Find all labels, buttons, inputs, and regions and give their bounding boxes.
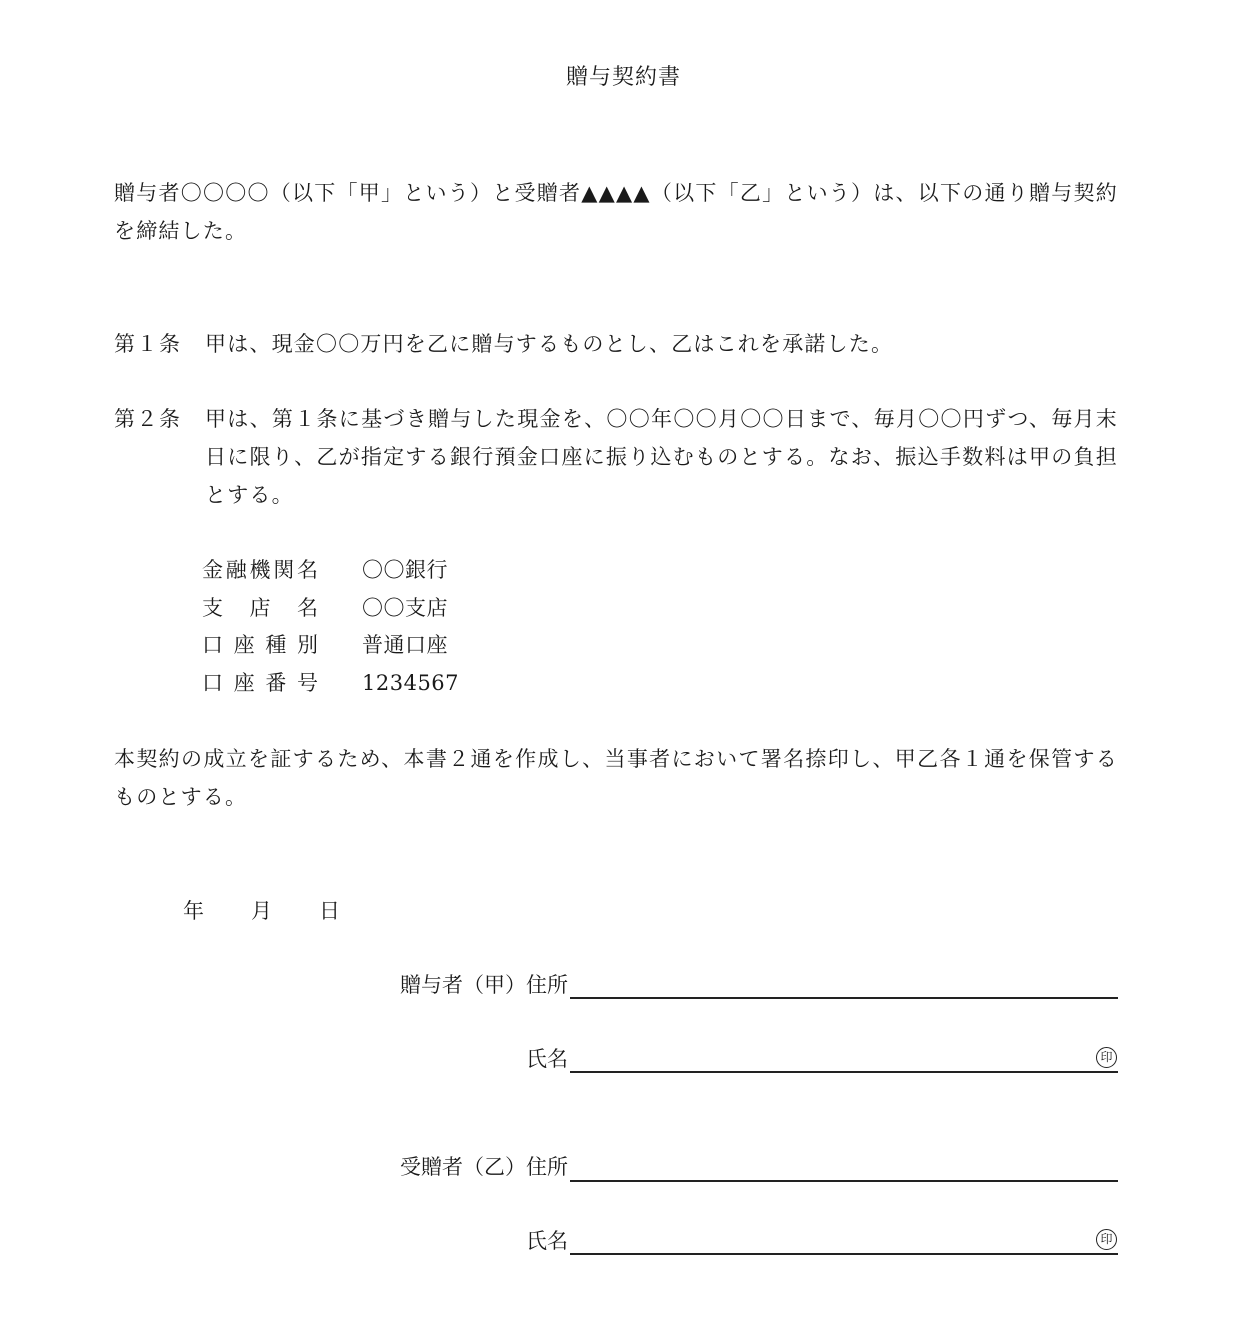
article-1-body: 甲は、現金〇〇万円を乙に贈与するものとし、乙はこれを承諾した。 bbox=[205, 332, 894, 356]
intro-paragraph: 贈与者〇〇〇〇（以下「甲」という）と受贈者▲▲▲▲（以下「乙」という）は、以下の通り贈与契約を締結した。 bbox=[114, 181, 1118, 243]
donor-name-line[interactable] bbox=[570, 1071, 1118, 1073]
account-type-value: 普通口座 bbox=[362, 633, 448, 657]
donor-address-label: 贈与者（甲）住所 bbox=[400, 973, 568, 997]
donor-address-line[interactable] bbox=[570, 997, 1118, 999]
article-2-number: 第２条 bbox=[114, 407, 182, 431]
donee-address-label: 受贈者（乙）住所 bbox=[400, 1155, 568, 1179]
donee-seal-icon: 印 bbox=[1096, 1229, 1117, 1250]
donor-name-label: 氏名 bbox=[526, 1047, 568, 1071]
branch-name-label: 支店名 bbox=[202, 596, 318, 620]
date-day: 日 bbox=[319, 899, 340, 923]
date-year: 年 bbox=[183, 899, 204, 923]
donor-seal-icon: 印 bbox=[1096, 1047, 1117, 1068]
account-type-label: 口座種別 bbox=[202, 633, 318, 657]
donee-address-line[interactable] bbox=[570, 1180, 1118, 1182]
bank-name-label: 金融機関名 bbox=[202, 558, 318, 582]
account-number-value: 1234567 bbox=[362, 671, 460, 695]
article-1-number: 第１条 bbox=[114, 332, 182, 356]
date-month: 月 bbox=[251, 899, 272, 923]
branch-name-value: 〇〇支店 bbox=[362, 596, 448, 620]
article-2-body: 甲は、第１条に基づき贈与した現金を、〇〇年〇〇月〇〇日まで、毎月〇〇円ずつ、毎月末日に限り、乙が指定する銀行預金口座に振り込むものとする。なお、振込手数料は甲の負担とする。 bbox=[205, 407, 1118, 507]
bank-name-value: 〇〇銀行 bbox=[362, 558, 448, 582]
account-number-label: 口座番号 bbox=[202, 671, 318, 695]
donee-name-line[interactable] bbox=[570, 1253, 1118, 1255]
donee-name-label: 氏名 bbox=[526, 1229, 568, 1253]
document-title: 贈与契約書 bbox=[565, 65, 681, 90]
closing-paragraph: 本契約の成立を証するため、本書２通を作成し、当事者において署名捺印し、甲乙各１通を保管するものとする。 bbox=[114, 747, 1118, 809]
